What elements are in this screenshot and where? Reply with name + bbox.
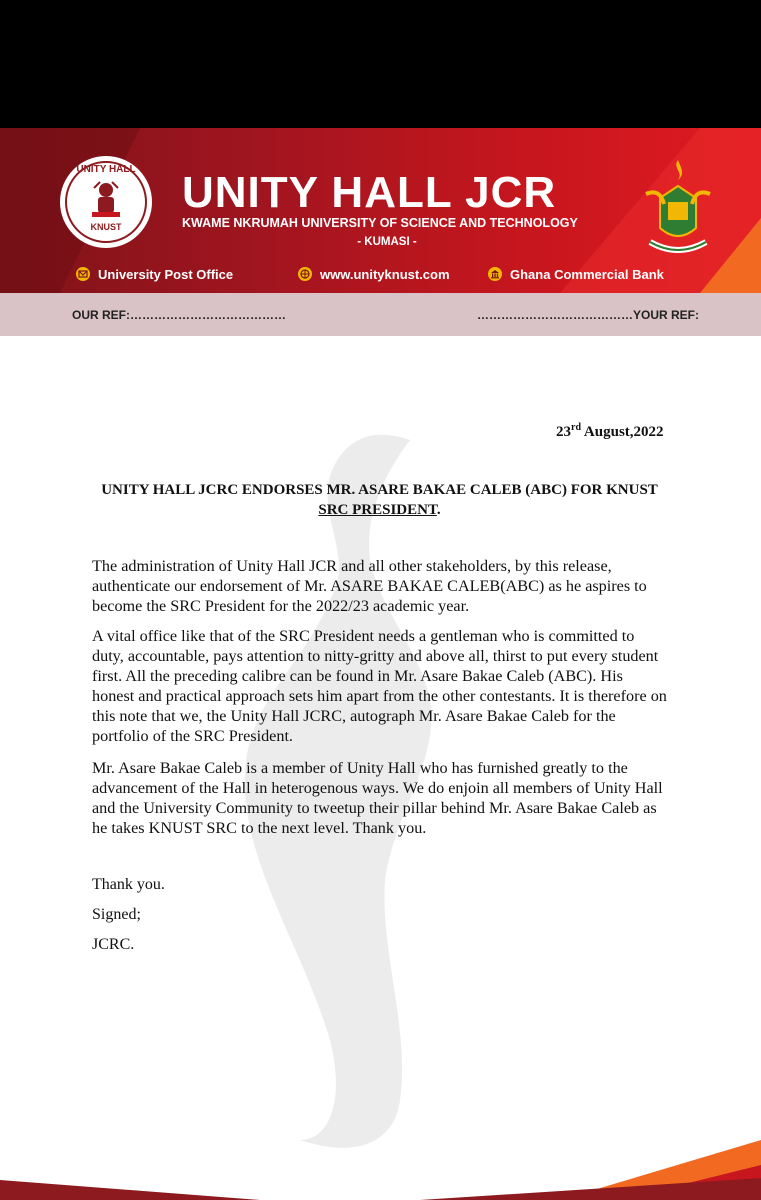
mail-icon <box>76 267 90 281</box>
your-ref: …………………………………YOUR REF: <box>477 308 699 322</box>
paragraph: The administration of Unity Hall JCR and all other stakeholders, by this release, authenticate our endorsement of Mr. ASARE BAKAE CALEB(ABC) as he aspires to become the SRC President for the 2022/23 academic year. <box>92 557 647 615</box>
paragraph: A vital office like that of the SRC President needs a gentleman who is committed to duty, accountable, pays attention to nitty-gritty and above all, thirst to put every student first. All the preceding calibre can be found in Mr. Asare Bakae Caleb (ABC). His honest and practical approach sets him apart from the other contestants. It is therefore on this note that we, the Unity Hall JCRC, autograph Mr. Asare Bakae Caleb for the portfolio of the SRC President. <box>92 627 667 745</box>
top-black-band <box>0 0 761 128</box>
heading-underlined: SRC PRESIDENT <box>318 502 437 518</box>
paragraph: Mr. Asare Bakae Caleb is a member of Unity Hall who has furnished greatly to the advancement of the Hall in heterogenous ways. We do enjoin all members of Unity Hall and the University Community to tweetup their pillar behind Mr. Asare Bakae Caleb as he takes KNUST SRC to the next level. Thank you. <box>92 759 663 837</box>
date-rest: August,2022 <box>581 424 664 440</box>
seal-emblem-icon <box>86 178 126 220</box>
heading-period: . <box>436 502 441 518</box>
seal-bottom-text: KNUST <box>90 222 122 232</box>
letterhead <box>0 128 761 293</box>
org-title: UNITY HALL JCR <box>182 168 557 217</box>
contact-bank <box>488 265 664 283</box>
footer-decoration <box>0 1140 761 1200</box>
reference-band <box>0 293 761 336</box>
contact-label: University Post Office <box>98 266 234 282</box>
heading-line-2 <box>92 500 667 520</box>
globe-icon <box>298 267 312 281</box>
city-line: - KUMASI - <box>357 236 417 248</box>
contact-website <box>298 265 450 283</box>
letter-heading <box>92 480 667 520</box>
date-day: 23 <box>556 424 571 440</box>
closing-line: Thank you. <box>92 876 165 893</box>
contact-label: www.unityknust.com <box>320 266 450 282</box>
contact-label: Ghana Commercial Bank <box>510 266 664 282</box>
university-name: KWAME NKRUMAH UNIVERSITY OF SCIENCE AND TECHNOLOGY <box>182 216 578 230</box>
bank-icon <box>488 267 502 281</box>
unity-hall-seal <box>60 156 152 248</box>
heading-line-1: UNITY HALL JCRC ENDORSES MR. ASARE BAKAE CALEB (ABC) FOR KNUST <box>101 482 658 498</box>
signed-line: Signed; <box>92 906 141 923</box>
date-suffix: rd <box>571 422 581 433</box>
contact-post-office <box>76 265 233 283</box>
our-ref: OUR REF:………………………………… <box>72 308 286 322</box>
seal-top-text: UNITY HALL <box>76 164 136 175</box>
letter-date <box>556 422 664 441</box>
knust-crest-icon <box>640 158 716 258</box>
signatory: JCRC. <box>92 936 135 953</box>
